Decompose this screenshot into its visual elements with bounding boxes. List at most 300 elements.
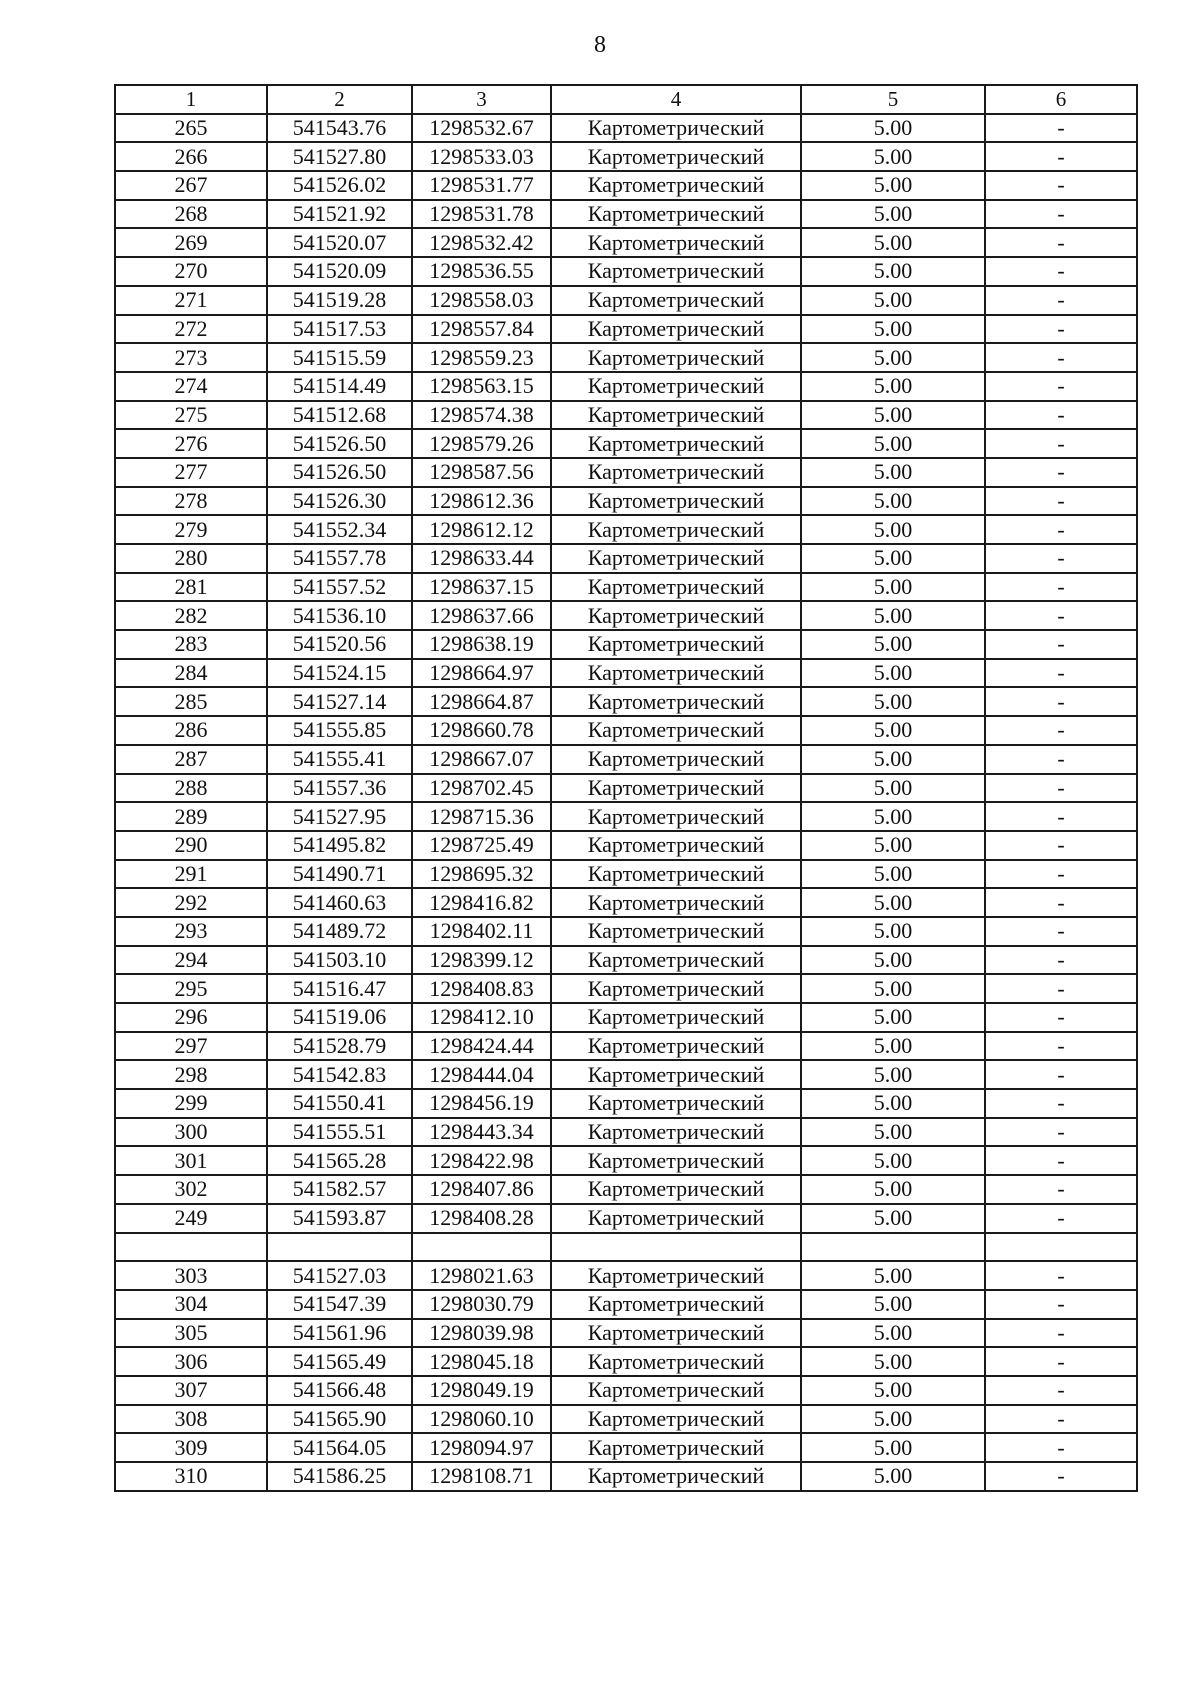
description-cell: -: [985, 974, 1137, 1003]
x-coordinate-cell: 541566.48: [267, 1376, 412, 1405]
table-row: [115, 1089, 1137, 1118]
y-coordinate-cell: 1298612.36: [412, 487, 551, 516]
accuracy-cell: 5.00: [801, 1118, 985, 1147]
table-row: [115, 831, 1137, 860]
x-coordinate-cell: 541527.03: [267, 1261, 412, 1290]
accuracy-cell: 5.00: [801, 458, 985, 487]
description-cell: -: [985, 1118, 1137, 1147]
description-cell: -: [985, 1405, 1137, 1434]
method-cell: Картометрический: [551, 487, 801, 516]
description-cell: -: [985, 774, 1137, 803]
x-coordinate-cell: 541526.50: [267, 458, 412, 487]
x-coordinate-cell: 541520.07: [267, 228, 412, 257]
y-coordinate-cell: 1298667.07: [412, 745, 551, 774]
table-body: [115, 114, 1137, 1491]
point-number-cell: 249: [115, 1204, 267, 1233]
description-cell: -: [985, 1175, 1137, 1204]
y-coordinate-cell: 1298557.84: [412, 315, 551, 344]
accuracy-cell: 5.00: [801, 114, 985, 143]
point-number-cell: 301: [115, 1146, 267, 1175]
point-number-cell: 272: [115, 315, 267, 344]
x-coordinate-cell: 541526.30: [267, 487, 412, 516]
accuracy-cell: 5.00: [801, 401, 985, 430]
table-row: [115, 257, 1137, 286]
description-cell: -: [985, 802, 1137, 831]
accuracy-cell: 5.00: [801, 1060, 985, 1089]
y-coordinate-cell: 1298408.83: [412, 974, 551, 1003]
accuracy-cell: 5.00: [801, 860, 985, 889]
y-coordinate-cell: 1298660.78: [412, 716, 551, 745]
table-row: [115, 1204, 1137, 1233]
method-cell: Картометрический: [551, 888, 801, 917]
method-cell: Картометрический: [551, 1319, 801, 1348]
y-coordinate-cell: 1298536.55: [412, 257, 551, 286]
point-number-cell: 269: [115, 228, 267, 257]
table-row: [115, 286, 1137, 315]
method-cell: Картометрический: [551, 1290, 801, 1319]
x-coordinate-cell: 541521.92: [267, 200, 412, 229]
table-row: [115, 974, 1137, 1003]
x-coordinate-cell: 541557.52: [267, 573, 412, 602]
x-coordinate-cell: 541555.41: [267, 745, 412, 774]
x-coordinate-cell: 541565.90: [267, 1405, 412, 1434]
method-cell: Картометрический: [551, 1003, 801, 1032]
method-cell: Картометрический: [551, 687, 801, 716]
x-coordinate-cell: 541565.28: [267, 1146, 412, 1175]
method-cell: Картометрический: [551, 343, 801, 372]
method-cell: Картометрический: [551, 831, 801, 860]
point-number-cell: 280: [115, 544, 267, 573]
x-coordinate-cell: 541527.80: [267, 142, 412, 171]
x-coordinate-cell: 541552.34: [267, 515, 412, 544]
accuracy-cell: 5.00: [801, 601, 985, 630]
x-coordinate-cell: 541527.14: [267, 687, 412, 716]
accuracy-cell: 5.00: [801, 171, 985, 200]
method-cell: Картометрический: [551, 1175, 801, 1204]
accuracy-cell: 5.00: [801, 831, 985, 860]
description-cell: -: [985, 630, 1137, 659]
accuracy-cell: 5.00: [801, 716, 985, 745]
y-coordinate-cell: 1298094.97: [412, 1433, 551, 1462]
method-cell: Картометрический: [551, 630, 801, 659]
description-cell: -: [985, 401, 1137, 430]
x-coordinate-cell: 541514.49: [267, 372, 412, 401]
point-number-cell: 275: [115, 401, 267, 430]
method-cell: Картометрический: [551, 946, 801, 975]
point-number-cell: 298: [115, 1060, 267, 1089]
accuracy-cell: 5.00: [801, 946, 985, 975]
x-coordinate-cell: 541565.49: [267, 1347, 412, 1376]
description-cell: -: [985, 1347, 1137, 1376]
point-number-cell: 305: [115, 1319, 267, 1348]
x-coordinate-cell: 541495.82: [267, 831, 412, 860]
y-coordinate-cell: 1298702.45: [412, 774, 551, 803]
point-number-cell: 302: [115, 1175, 267, 1204]
x-coordinate-cell: 541536.10: [267, 601, 412, 630]
y-coordinate-cell: 1298633.44: [412, 544, 551, 573]
accuracy-cell: 5.00: [801, 515, 985, 544]
description-cell: -: [985, 343, 1137, 372]
description-cell: -: [985, 573, 1137, 602]
accuracy-cell: 5.00: [801, 774, 985, 803]
header-cell-4: 4: [551, 85, 801, 114]
description-cell: -: [985, 1089, 1137, 1118]
y-coordinate-cell: 1298531.77: [412, 171, 551, 200]
table-row: [115, 802, 1137, 831]
point-number-cell: 297: [115, 1032, 267, 1061]
method-cell: Картометрический: [551, 573, 801, 602]
x-coordinate-cell: 541520.09: [267, 257, 412, 286]
description-cell: -: [985, 659, 1137, 688]
table-row: [115, 487, 1137, 516]
method-cell: Картометрический: [551, 429, 801, 458]
accuracy-cell: 5.00: [801, 487, 985, 516]
method-cell: Картометрический: [551, 114, 801, 143]
method-cell: Картометрический: [551, 1261, 801, 1290]
x-coordinate-cell: 541555.85: [267, 716, 412, 745]
header-row: [115, 85, 1137, 114]
description-cell: -: [985, 1003, 1137, 1032]
point-number-cell: 285: [115, 687, 267, 716]
y-coordinate-cell: 1298399.12: [412, 946, 551, 975]
accuracy-cell: 5.00: [801, 1175, 985, 1204]
y-coordinate-cell: 1298579.26: [412, 429, 551, 458]
method-cell: Картометрический: [551, 515, 801, 544]
accuracy-cell: 5.00: [801, 286, 985, 315]
point-number-cell: 294: [115, 946, 267, 975]
table-row: [115, 200, 1137, 229]
table-row: [115, 659, 1137, 688]
x-coordinate-cell: 541490.71: [267, 860, 412, 889]
accuracy-cell: 5.00: [801, 1347, 985, 1376]
y-coordinate-cell: 1298039.98: [412, 1319, 551, 1348]
accuracy-cell: 5.00: [801, 974, 985, 1003]
point-number-cell: 304: [115, 1290, 267, 1319]
point-number-cell: 274: [115, 372, 267, 401]
header-cell-3: 3: [412, 85, 551, 114]
accuracy-cell: 5.00: [801, 544, 985, 573]
accuracy-cell: 5.00: [801, 802, 985, 831]
description-cell: -: [985, 1462, 1137, 1491]
y-coordinate-cell: 1298715.36: [412, 802, 551, 831]
y-coordinate-cell: 1298532.42: [412, 228, 551, 257]
y-coordinate-cell: 1298060.10: [412, 1405, 551, 1434]
table-row: [115, 171, 1137, 200]
y-coordinate-cell: 1298108.71: [412, 1462, 551, 1491]
x-coordinate-cell: 541512.68: [267, 401, 412, 430]
description-cell: -: [985, 1032, 1137, 1061]
method-cell: Картометрический: [551, 401, 801, 430]
y-coordinate-cell: 1298412.10: [412, 1003, 551, 1032]
table-row: [115, 1433, 1137, 1462]
point-number-cell: 289: [115, 802, 267, 831]
description-cell: -: [985, 286, 1137, 315]
x-coordinate-cell: 541515.59: [267, 343, 412, 372]
accuracy-cell: 5.00: [801, 1146, 985, 1175]
x-coordinate-cell: 541519.06: [267, 1003, 412, 1032]
description-cell: -: [985, 114, 1137, 143]
accuracy-cell: 5.00: [801, 1290, 985, 1319]
point-number-cell: 270: [115, 257, 267, 286]
x-coordinate-cell: 541550.41: [267, 1089, 412, 1118]
x-coordinate-cell: 541519.28: [267, 286, 412, 315]
accuracy-cell: 5.00: [801, 372, 985, 401]
y-coordinate-cell: 1298533.03: [412, 142, 551, 171]
table-row: [115, 1319, 1137, 1348]
point-number-cell: [115, 1233, 267, 1262]
accuracy-cell: 5.00: [801, 745, 985, 774]
point-number-cell: 266: [115, 142, 267, 171]
x-coordinate-cell: 541557.78: [267, 544, 412, 573]
method-cell: Картометрический: [551, 544, 801, 573]
x-coordinate-cell: 541586.25: [267, 1462, 412, 1491]
x-coordinate-cell: 541526.50: [267, 429, 412, 458]
table-row: [115, 1118, 1137, 1147]
table-spacer-row: [115, 1233, 1137, 1262]
description-cell: -: [985, 487, 1137, 516]
y-coordinate-cell: 1298532.67: [412, 114, 551, 143]
description-cell: -: [985, 1204, 1137, 1233]
point-number-cell: 308: [115, 1405, 267, 1434]
y-coordinate-cell: [412, 1233, 551, 1262]
accuracy-cell: 5.00: [801, 1405, 985, 1434]
y-coordinate-cell: 1298664.87: [412, 687, 551, 716]
description-cell: -: [985, 1433, 1137, 1462]
accuracy-cell: 5.00: [801, 888, 985, 917]
method-cell: Картометрический: [551, 860, 801, 889]
header-cell-1: 1: [115, 85, 267, 114]
point-number-cell: 306: [115, 1347, 267, 1376]
table-row: [115, 458, 1137, 487]
table-row: [115, 860, 1137, 889]
y-coordinate-cell: 1298049.19: [412, 1376, 551, 1405]
x-coordinate-cell: 541555.51: [267, 1118, 412, 1147]
y-coordinate-cell: 1298456.19: [412, 1089, 551, 1118]
description-cell: -: [985, 687, 1137, 716]
table-row: [115, 687, 1137, 716]
y-coordinate-cell: 1298637.15: [412, 573, 551, 602]
method-cell: Картометрический: [551, 1146, 801, 1175]
table-row: [115, 429, 1137, 458]
x-coordinate-cell: 541527.95: [267, 802, 412, 831]
table-row: [115, 544, 1137, 573]
table-row: [115, 1060, 1137, 1089]
point-number-cell: 268: [115, 200, 267, 229]
y-coordinate-cell: 1298587.56: [412, 458, 551, 487]
y-coordinate-cell: 1298021.63: [412, 1261, 551, 1290]
description-cell: -: [985, 544, 1137, 573]
method-cell: Картометрический: [551, 171, 801, 200]
description-cell: -: [985, 458, 1137, 487]
x-coordinate-cell: 541516.47: [267, 974, 412, 1003]
description-cell: -: [985, 257, 1137, 286]
description-cell: -: [985, 917, 1137, 946]
y-coordinate-cell: 1298402.11: [412, 917, 551, 946]
method-cell: Картометрический: [551, 1433, 801, 1462]
y-coordinate-cell: 1298637.66: [412, 601, 551, 630]
method-cell: Картометрический: [551, 1376, 801, 1405]
point-number-cell: 310: [115, 1462, 267, 1491]
point-number-cell: 281: [115, 573, 267, 602]
table-row: [115, 1032, 1137, 1061]
description-cell: -: [985, 1261, 1137, 1290]
description-cell: [985, 1233, 1137, 1262]
accuracy-cell: 5.00: [801, 315, 985, 344]
y-coordinate-cell: 1298664.97: [412, 659, 551, 688]
description-cell: -: [985, 716, 1137, 745]
y-coordinate-cell: 1298030.79: [412, 1290, 551, 1319]
description-cell: -: [985, 946, 1137, 975]
table-row: [115, 946, 1137, 975]
table-row: [115, 142, 1137, 171]
description-cell: -: [985, 860, 1137, 889]
table-row: [115, 1405, 1137, 1434]
accuracy-cell: 5.00: [801, 630, 985, 659]
method-cell: Картометрический: [551, 228, 801, 257]
coordinates-table: [114, 84, 1138, 1492]
y-coordinate-cell: 1298563.15: [412, 372, 551, 401]
x-coordinate-cell: [267, 1233, 412, 1262]
description-cell: -: [985, 1060, 1137, 1089]
point-number-cell: 273: [115, 343, 267, 372]
point-number-cell: 278: [115, 487, 267, 516]
description-cell: -: [985, 515, 1137, 544]
accuracy-cell: 5.00: [801, 1204, 985, 1233]
point-number-cell: 286: [115, 716, 267, 745]
header-cell-5: 5: [801, 85, 985, 114]
method-cell: Картометрический: [551, 142, 801, 171]
accuracy-cell: 5.00: [801, 142, 985, 171]
x-coordinate-cell: 541543.76: [267, 114, 412, 143]
accuracy-cell: 5.00: [801, 1319, 985, 1348]
table-row: [115, 888, 1137, 917]
table-row: [115, 228, 1137, 257]
method-cell: Картометрический: [551, 1462, 801, 1491]
table-row: [115, 372, 1137, 401]
description-cell: -: [985, 228, 1137, 257]
y-coordinate-cell: 1298558.03: [412, 286, 551, 315]
accuracy-cell: 5.00: [801, 1089, 985, 1118]
description-cell: -: [985, 171, 1137, 200]
x-coordinate-cell: 541557.36: [267, 774, 412, 803]
x-coordinate-cell: 541517.53: [267, 315, 412, 344]
x-coordinate-cell: 541526.02: [267, 171, 412, 200]
method-cell: Картометрический: [551, 745, 801, 774]
x-coordinate-cell: 541503.10: [267, 946, 412, 975]
accuracy-cell: 5.00: [801, 687, 985, 716]
accuracy-cell: 5.00: [801, 1376, 985, 1405]
table-row: [115, 1290, 1137, 1319]
point-number-cell: 277: [115, 458, 267, 487]
point-number-cell: 283: [115, 630, 267, 659]
point-number-cell: 291: [115, 860, 267, 889]
method-cell: [551, 1233, 801, 1262]
table-row: [115, 1347, 1137, 1376]
accuracy-cell: 5.00: [801, 228, 985, 257]
method-cell: Картометрический: [551, 1118, 801, 1147]
x-coordinate-cell: 541561.96: [267, 1319, 412, 1348]
table-row: [115, 1003, 1137, 1032]
point-number-cell: 276: [115, 429, 267, 458]
accuracy-cell: 5.00: [801, 257, 985, 286]
method-cell: Картометрический: [551, 458, 801, 487]
y-coordinate-cell: 1298045.18: [412, 1347, 551, 1376]
y-coordinate-cell: 1298531.78: [412, 200, 551, 229]
point-number-cell: 309: [115, 1433, 267, 1462]
accuracy-cell: 5.00: [801, 343, 985, 372]
table-row: [115, 573, 1137, 602]
table-row: [115, 1175, 1137, 1204]
x-coordinate-cell: 541520.56: [267, 630, 412, 659]
page-number: 8: [594, 32, 606, 58]
accuracy-cell: [801, 1233, 985, 1262]
accuracy-cell: 5.00: [801, 659, 985, 688]
x-coordinate-cell: 541524.15: [267, 659, 412, 688]
header-cell-2: 2: [267, 85, 412, 114]
y-coordinate-cell: 1298638.19: [412, 630, 551, 659]
description-cell: -: [985, 1376, 1137, 1405]
table-row: [115, 745, 1137, 774]
description-cell: -: [985, 429, 1137, 458]
accuracy-cell: 5.00: [801, 1462, 985, 1491]
y-coordinate-cell: 1298422.98: [412, 1146, 551, 1175]
table-header: [115, 85, 1137, 114]
method-cell: Картометрический: [551, 601, 801, 630]
y-coordinate-cell: 1298424.44: [412, 1032, 551, 1061]
point-number-cell: 307: [115, 1376, 267, 1405]
method-cell: Картометрический: [551, 1347, 801, 1376]
method-cell: Картометрический: [551, 286, 801, 315]
description-cell: -: [985, 601, 1137, 630]
table-row: [115, 515, 1137, 544]
accuracy-cell: 5.00: [801, 1433, 985, 1462]
table-row: [115, 716, 1137, 745]
accuracy-cell: 5.00: [801, 200, 985, 229]
description-cell: -: [985, 888, 1137, 917]
table-row: [115, 1261, 1137, 1290]
y-coordinate-cell: 1298444.04: [412, 1060, 551, 1089]
x-coordinate-cell: 541528.79: [267, 1032, 412, 1061]
point-number-cell: 299: [115, 1089, 267, 1118]
method-cell: Картометрический: [551, 974, 801, 1003]
accuracy-cell: 5.00: [801, 429, 985, 458]
y-coordinate-cell: 1298725.49: [412, 831, 551, 860]
table-row: [115, 401, 1137, 430]
description-cell: -: [985, 831, 1137, 860]
y-coordinate-cell: 1298408.28: [412, 1204, 551, 1233]
y-coordinate-cell: 1298612.12: [412, 515, 551, 544]
point-number-cell: 267: [115, 171, 267, 200]
point-number-cell: 279: [115, 515, 267, 544]
x-coordinate-cell: 541460.63: [267, 888, 412, 917]
description-cell: -: [985, 1319, 1137, 1348]
description-cell: -: [985, 315, 1137, 344]
point-number-cell: 300: [115, 1118, 267, 1147]
point-number-cell: 284: [115, 659, 267, 688]
method-cell: Картометрический: [551, 257, 801, 286]
table-row: [115, 630, 1137, 659]
y-coordinate-cell: 1298443.34: [412, 1118, 551, 1147]
table-row: [115, 917, 1137, 946]
method-cell: Картометрический: [551, 315, 801, 344]
x-coordinate-cell: 541547.39: [267, 1290, 412, 1319]
x-coordinate-cell: 541582.57: [267, 1175, 412, 1204]
method-cell: Картометрический: [551, 200, 801, 229]
point-number-cell: 296: [115, 1003, 267, 1032]
method-cell: Картометрический: [551, 917, 801, 946]
x-coordinate-cell: 541489.72: [267, 917, 412, 946]
point-number-cell: 288: [115, 774, 267, 803]
